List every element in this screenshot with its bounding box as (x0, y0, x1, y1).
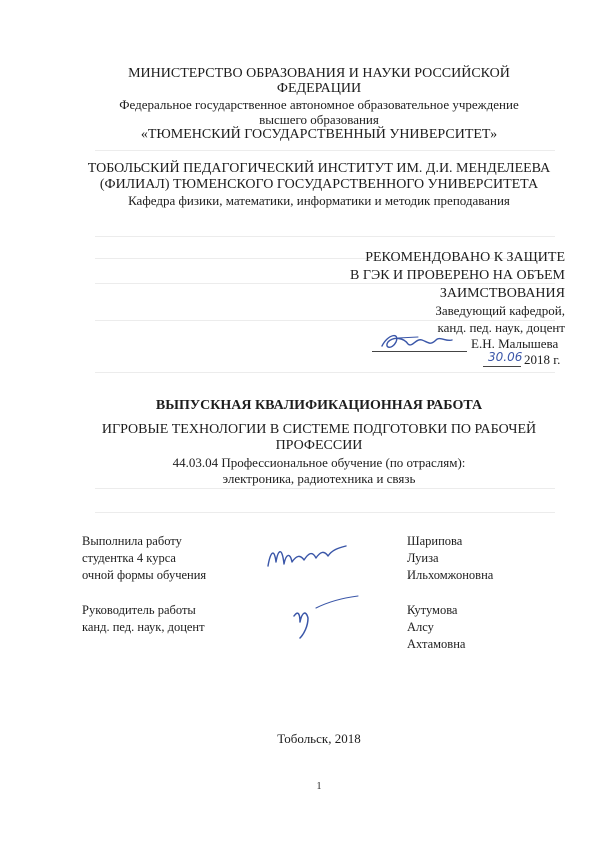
student-signature (262, 536, 352, 576)
date-day-underline (483, 366, 521, 367)
university-name: «ТЮМЕНСКИЙ ГОСУДАРСТВЕННЫЙ УНИВЕРСИТЕТ» (140, 127, 498, 142)
approval-year: 2018 г. (524, 352, 561, 367)
bleed-through-line (95, 150, 555, 151)
student-first-name: Луиза (407, 551, 439, 565)
ministry-line-1: МИНИСТЕРСТВО ОБРАЗОВАНИЯ И НАУКИ РОССИЙСКОЙ (128, 66, 510, 81)
supervisor-surname: Кутумова (407, 603, 458, 617)
work-title-line-1: ИГРОВЫЕ ТЕХНОЛОГИИ В СИСТЕМЕ ПОДГОТОВКИ ПО РАБОЧЕЙ (101, 422, 537, 437)
student-role-line-3: очной формы обучения (82, 568, 207, 582)
work-title-line-2: ПРОФЕССИИ (275, 438, 363, 453)
bleed-through-line (95, 488, 555, 489)
supervisor-role-line-1: Руководитель работы (82, 603, 196, 617)
student-role-line-1: Выполнила работу (82, 534, 182, 548)
page-number: 1 (316, 781, 322, 792)
institution-type-line-1: Федеральное государственное автономное образовательное учреждение (119, 97, 519, 112)
approval-line-2: В ГЭК И ПРОВЕРЕНО НА ОБЪЕМ (350, 268, 565, 283)
specialty-line-2: электроника, радиотехника и связь (222, 471, 416, 486)
approval-line-1: РЕКОМЕНДОВАНО К ЗАЩИТЕ (365, 250, 565, 265)
approver-signature (378, 328, 468, 354)
approver-name: Е.Н. Малышева (471, 336, 559, 351)
ministry-line-2: ФЕДЕРАЦИИ (276, 81, 362, 96)
supervisor-signature (286, 592, 366, 642)
handwritten-date: 30.06 (488, 350, 523, 364)
bleed-through-line (95, 372, 555, 373)
institution-type-line-2: высшего образования (259, 112, 379, 127)
department-name: Кафедра физики, математики, информатики и методик преподавания (128, 193, 510, 208)
student-role-line-2: студентка 4 курса (82, 551, 176, 565)
institute-line-1: ТОБОЛЬСКИЙ ПЕДАГОГИЧЕСКИЙ ИНСТИТУТ ИМ. Д.И. МЕНДЕЛЕЕВА (87, 161, 551, 176)
supervisor-patronymic: Ахтамовна (407, 637, 466, 651)
student-patronymic: Ильхомжоновна (407, 568, 494, 582)
institute-line-2: (ФИЛИАЛ) ТЮМЕНСКОГО ГОСУДАРСТВЕННОГО УНИВЕРСИТЕТА (99, 177, 539, 192)
work-type: ВЫПУСКНАЯ КВАЛИФИКАЦИОННАЯ РАБОТА (155, 398, 483, 413)
supervisor-first-name: Алсу (407, 620, 434, 634)
student-surname: Шарипова (407, 534, 463, 548)
bleed-through-line (95, 512, 555, 513)
city-year: Тобольск, 2018 (277, 731, 361, 746)
specialty-line-1: 44.03.04 Профессиональное обучение (по отраслям): (172, 455, 466, 470)
approver-degree: канд. пед. наук, доцент (437, 320, 565, 335)
approver-role: Заведующий кафедрой, (435, 303, 565, 318)
supervisor-role-line-2: канд. пед. наук, доцент (82, 620, 205, 634)
approval-line-3: ЗАИМСТВОВАНИЯ (439, 286, 565, 301)
bleed-through-line (95, 236, 555, 237)
